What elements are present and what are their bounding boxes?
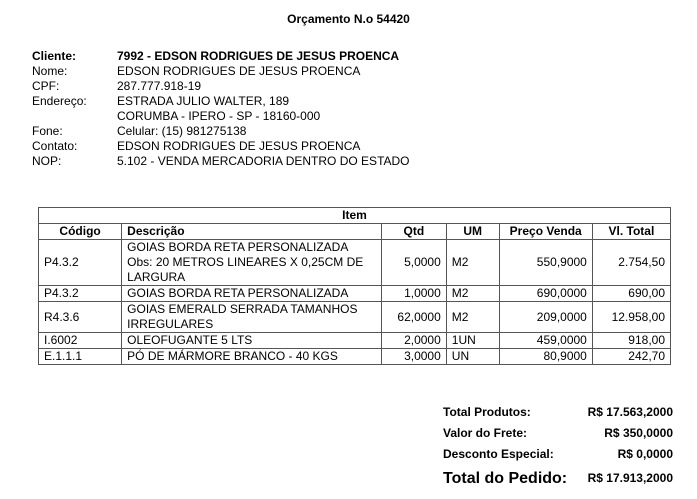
nop-label: NOP: (32, 154, 62, 168)
frete-value: R$ 350,0000 (604, 426, 673, 440)
header-descricao: Descrição (122, 224, 382, 240)
address-value: ESTRADA JULIO WALTER, 189 (117, 94, 290, 108)
items-table (38, 207, 671, 365)
items-table-caption: Item (39, 208, 671, 224)
nop-value: 5.102 - VENDA MERCADORIA DENTRO DO ESTADO (117, 154, 410, 168)
desconto-row (443, 443, 673, 464)
row-descricao (122, 240, 382, 286)
row-um: 1UN (446, 333, 499, 349)
total-pedido-value: R$ 17.913,2000 (587, 471, 673, 485)
cpf-label: CPF: (32, 79, 60, 93)
row-codigo: I.6002 (39, 333, 122, 349)
client-label: Cliente: (32, 49, 77, 63)
phone-value: Celular: (15) 981275138 (117, 124, 247, 138)
client-value: 7992 - EDSON RODRIGUES DE JESUS PROENCA (117, 49, 400, 63)
row-preco: 690,0000 (499, 286, 592, 302)
cpf-row (32, 79, 410, 94)
row-um: M2 (446, 302, 499, 333)
row-qtd: 1,0000 (381, 286, 446, 302)
table-row (39, 302, 671, 333)
header-total: Vl. Total (592, 224, 670, 240)
name-row (32, 64, 410, 79)
address-row-2 (32, 109, 410, 124)
document-title: Orçamento N.o 54420 (287, 12, 410, 26)
table-row (39, 286, 671, 302)
items-table-header (39, 224, 671, 240)
total-pedido-row (443, 464, 673, 488)
client-info (32, 49, 410, 169)
row-preco: 80,9000 (499, 349, 592, 365)
row-descricao: OLEOFUGANTE 5 LTS (122, 333, 382, 349)
row-um: M2 (446, 240, 499, 286)
row-qtd: 2,0000 (381, 333, 446, 349)
nop-row (32, 154, 410, 169)
total-produtos-label: Total Produtos: (443, 405, 531, 419)
frete-label: Valor do Frete: (443, 426, 528, 440)
row-descricao: GOIAS EMERALD SERRADA TAMANHOS IRREGULARES (122, 302, 382, 333)
row-qtd: 5,0000 (381, 240, 446, 286)
row-qtd: 3,0000 (381, 349, 446, 365)
desconto-value: R$ 0,0000 (617, 447, 673, 461)
contact-label: Contato: (32, 139, 78, 153)
cpf-value: 287.777.918-19 (117, 79, 202, 93)
row-total: 242,70 (592, 349, 670, 365)
row-preco: 459,0000 (499, 333, 592, 349)
row-um: UN (446, 349, 499, 365)
address-value-2: CORUMBA - IPERO - SP - 18160-000 (117, 109, 321, 123)
row-codigo: R4.3.6 (39, 302, 122, 333)
contact-value: EDSON RODRIGUES DE JESUS PROENCA (117, 139, 361, 153)
row-qtd: 62,0000 (381, 302, 446, 333)
row-total: 12.958,00 (592, 302, 670, 333)
header-um: UM (446, 224, 499, 240)
row-descricao-text: GOIAS BORDA RETA PERSONALIZADA (127, 240, 349, 254)
phone-row (32, 124, 410, 139)
row-um: M2 (446, 286, 499, 302)
name-value: EDSON RODRIGUES DE JESUS PROENCA (117, 64, 361, 78)
row-preco: 550,9000 (499, 240, 592, 286)
client-row (32, 49, 410, 64)
header-qtd: Qtd (381, 224, 446, 240)
table-row (39, 333, 671, 349)
address-label: Endereço: (32, 94, 87, 108)
contact-row (32, 139, 410, 154)
name-label: Nome: (32, 64, 68, 78)
row-descricao: PÓ DE MÁRMORE BRANCO - 40 KGS (122, 349, 382, 365)
desconto-label: Desconto Especial: (443, 447, 554, 461)
phone-label: Fone: (32, 124, 63, 138)
total-produtos-value: R$ 17.563,2000 (587, 405, 673, 419)
address-row (32, 94, 410, 109)
table-row (39, 240, 671, 286)
row-codigo: P4.3.2 (39, 240, 122, 286)
total-produtos-row (443, 401, 673, 422)
row-obs-text: Obs: 20 METROS LINEARES X 0,25CM DE LARGURA (127, 255, 364, 284)
row-total: 690,00 (592, 286, 670, 302)
header-preco: Preço Venda (499, 224, 592, 240)
row-total: 918,00 (592, 333, 670, 349)
row-total: 2.754,50 (592, 240, 670, 286)
row-descricao: GOIAS BORDA RETA PERSONALIZADA (122, 286, 382, 302)
row-preco: 209,0000 (499, 302, 592, 333)
frete-row (443, 422, 673, 443)
totals-block (443, 401, 673, 488)
table-row (39, 349, 671, 365)
row-codigo: P4.3.2 (39, 286, 122, 302)
header-codigo: Código (39, 224, 122, 240)
row-codigo: E.1.1.1 (39, 349, 122, 365)
total-pedido-label: Total do Pedido: (443, 470, 568, 487)
